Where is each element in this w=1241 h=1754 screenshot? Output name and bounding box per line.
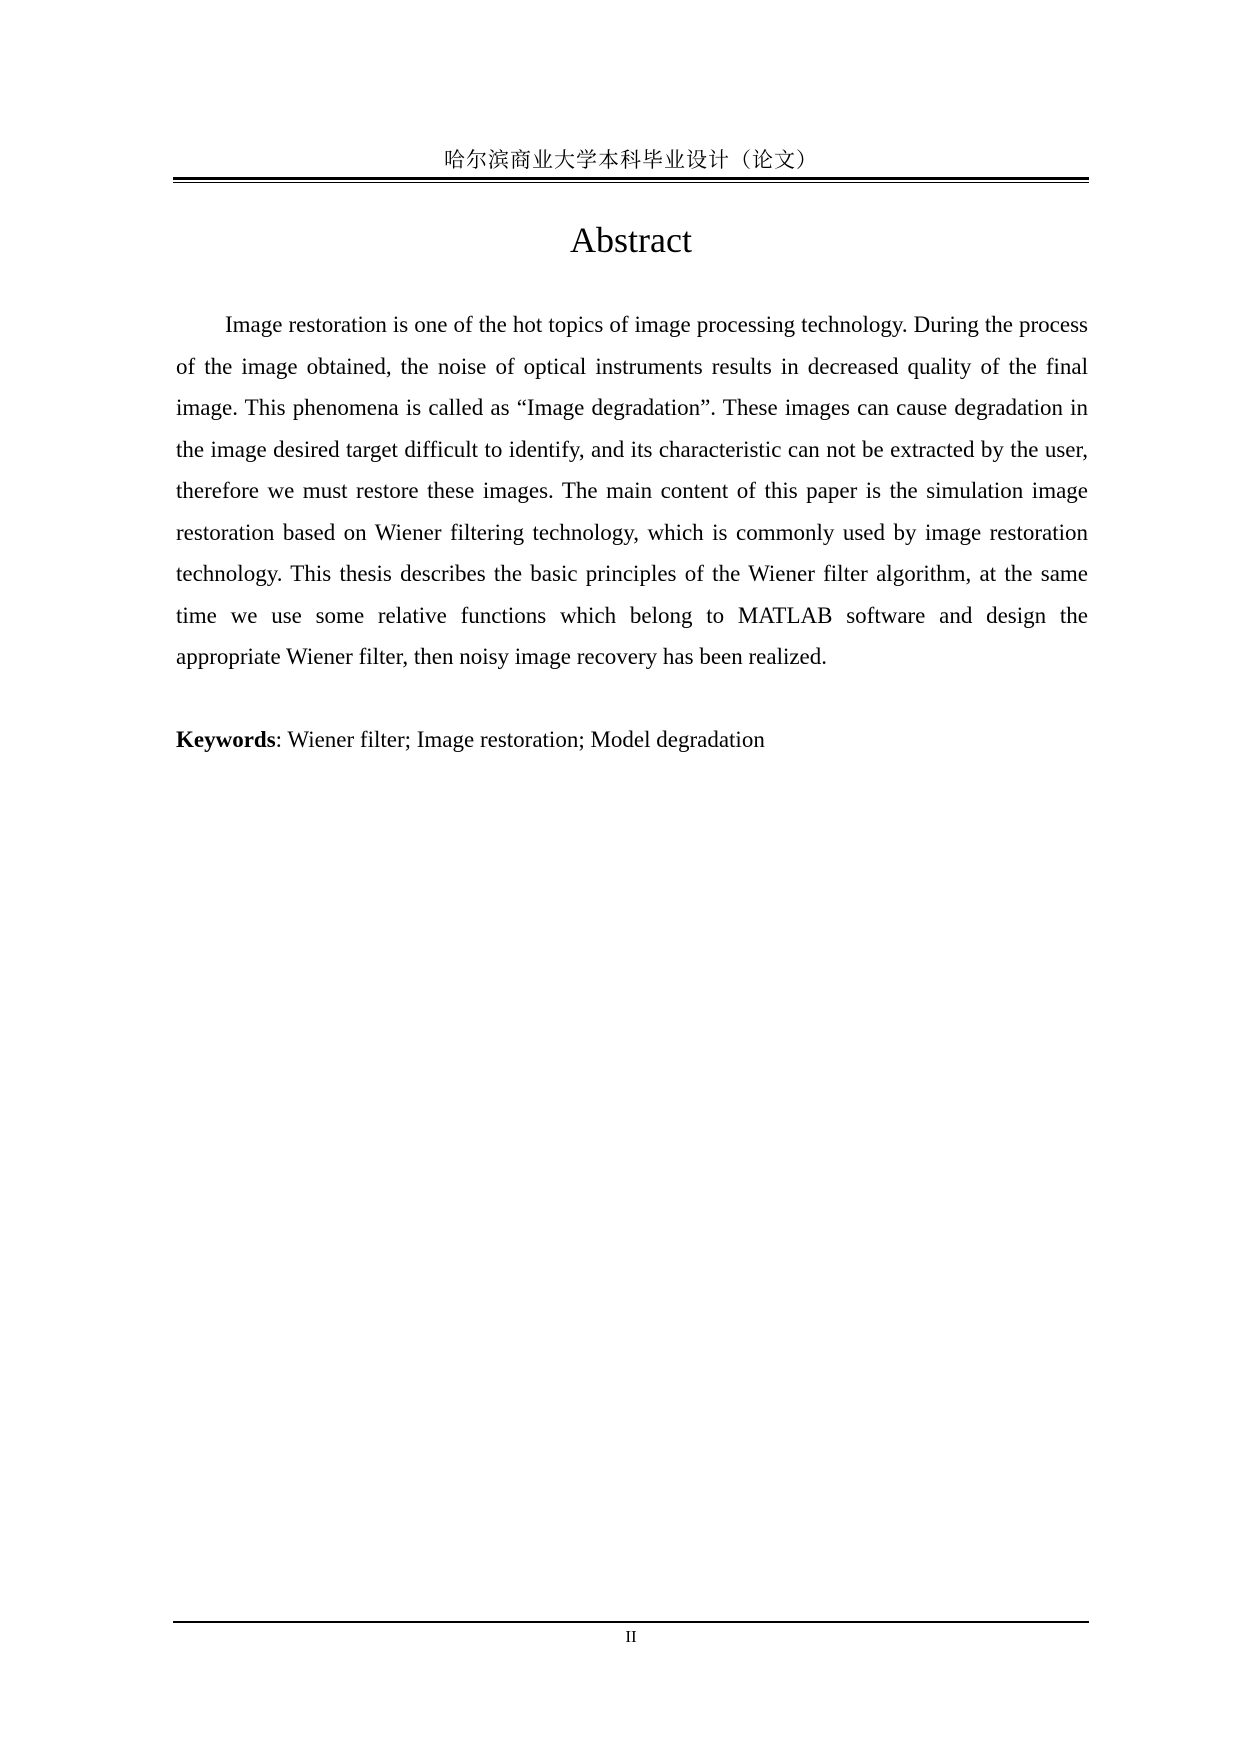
footer-rule	[173, 1621, 1089, 1623]
header-rule-thin	[173, 182, 1089, 183]
keywords-line	[176, 719, 1088, 761]
header-rule-thick	[173, 177, 1089, 180]
page-number: II	[625, 1627, 637, 1646]
keywords-separator: :	[275, 727, 288, 752]
keywords-label: Keywords	[176, 727, 276, 752]
running-header: 哈尔滨商业大学本科毕业设计（论文）	[444, 148, 818, 172]
abstract-body: Image restoration is one of the hot topics of image processing technology. During the process of the image obtained, the noise of optical instruments results in decreased quality of the final image. This phenomena is called as “Image degradation”. These images can cause degradation in the image desired target difficult to identify, and its characteristic can not be extracted by the user, therefore we must restore these images. The main content of this paper is the simulation image restoration based on Wiener filtering technology, which is commonly used by image restoration technology. This thesis describes the basic principles of the Wiener filter algorithm, at the same time we use some relative functions which belong to MATLAB software and design the appropriate Wiener filter, then noisy image recovery has been realized.	[176, 312, 1088, 669]
abstract-title: Abstract	[570, 220, 692, 260]
keywords-value: Wiener filter; Image restoration; Model degradation	[287, 727, 765, 752]
